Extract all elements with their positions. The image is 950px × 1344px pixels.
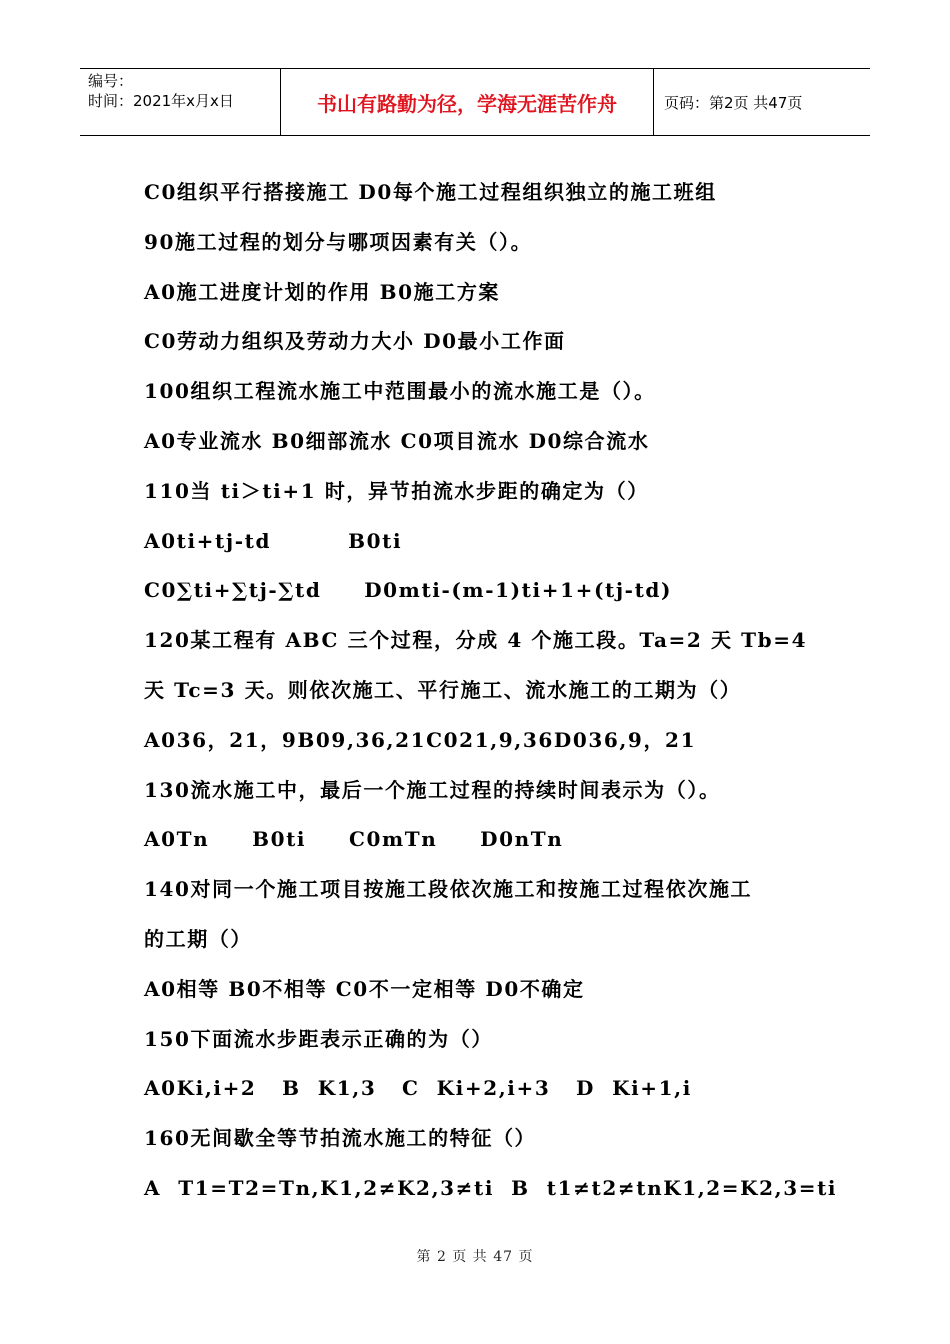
options-line: A0相等 B0不相等 C0不一定相等 D0不确定 (144, 976, 585, 1001)
options-line: A0专业流水 B0细部流水 C0项目流水 D0综合流水 (144, 428, 650, 453)
options-line: A0施工进度计划的作用 B0施工方案 (144, 279, 501, 304)
text-line: C0组织平行搭接施工 D0每个施工过程组织独立的施工班组 (144, 180, 717, 204)
document-number: 编号： (88, 72, 134, 90)
question-10: 100组织工程流水施工中范围最小的流水施工是（）。 (144, 379, 656, 404)
options-line: A T1=T2=Tn,K1,2≠K2,3≠ti B t1≠t2≠tnK1,2=K2,3=ti (144, 1175, 838, 1200)
question-16: 160无间歇全等节拍流水施工的特征（） (144, 1126, 537, 1151)
question-14: 140对同一个施工项目按施工段依次施工和按施工过程依次施工 (144, 877, 753, 902)
question-12: 120某工程有 ABC 三个过程，分成 4 个施工段。Ta=2 天 Tb=4 (144, 628, 808, 653)
question-13: 130流水施工中，最后一个施工过程的持续时间表示为（）。 (144, 777, 721, 802)
document-time: 时间：2021年x月x日 (88, 92, 234, 110)
options-line: A036，21，9B09,36,21C021,9,36D036,9，21 (144, 727, 697, 752)
text-line: 的工期（） (144, 926, 252, 951)
options-line: A0Ki,i+2 B K1,3 C Ki+2,i+3 D Ki+1,i (144, 1076, 692, 1101)
options-line: C0∑ti+∑tj-∑td D0mti-(m-1)ti+1+(tj-td) (144, 578, 673, 603)
options-line: C0劳动力组织及劳动力大小 D0最小工作面 (144, 329, 566, 354)
options-line: A0Tn B0ti C0mTn D0nTn (144, 827, 564, 852)
question-9: 90施工过程的划分与哪项因素有关（）。 (144, 229, 533, 254)
page-header (80, 68, 870, 136)
header-page-info: 页码：第2页 共47页 (664, 93, 803, 112)
header-motto: 书山有路勤为径，学海无涯苦作舟 (281, 69, 654, 135)
question-15: 150下面流水步距表示正确的为（） (144, 1026, 493, 1051)
question-11: 110当 ti＞ti+1 时，异节拍流水步距的确定为（） (144, 478, 649, 503)
document-body (144, 172, 838, 1218)
text-line: 天 Tc=3 天。则依次施工、平行施工、流水施工的工期为（） (144, 677, 742, 702)
page-footer: 第 2 页 共 47 页 (416, 1249, 534, 1265)
header-meta (80, 69, 281, 135)
options-line: A0ti+tj-td B0ti (144, 528, 403, 553)
